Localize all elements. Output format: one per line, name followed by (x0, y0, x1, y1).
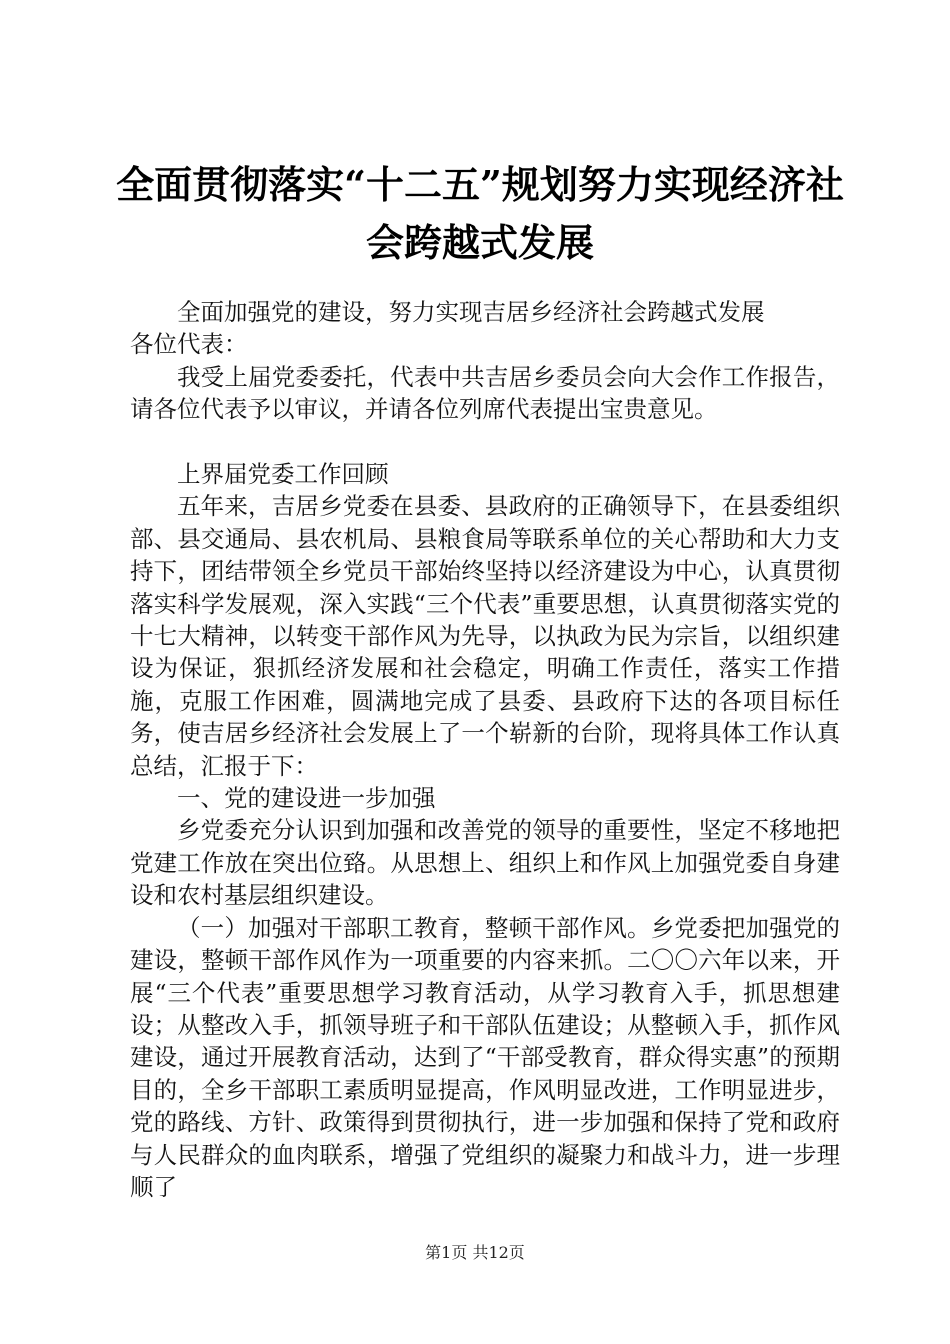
intro-paragraph: 我受上届党委委托，代表中共吉居乡委员会向大会作工作报告，请各位代表予以审议，并请各位列席代表提出宝贵意见。 (130, 362, 840, 424)
page-number-footer: 第1页 共12页 (425, 1243, 525, 1262)
blank-line (130, 426, 840, 458)
review-paragraph: 五年来，吉居乡党委在县委、县政府的正确领导下，在县委组织部、县交通局、县农机局、县粮食局等联系单位的关心帮助和大力支持下，团结带领全乡党员干部始终坚持以经济建设为中心，认真贯彻落实科学发展观，深入实践“三个代表”重要思想，认真贯彻落实党的十七大精神，以转变干部作风为先导，以执政为民为宗旨，以组织建设为保证，狠抓经济发展和社会稳定，明确工作责任，落实工作措施，克服工作困难，圆满地完成了县委、县政府下达的各项目标任务，使吉居乡经济社会发展上了一个崭新的台阶，现将具体工作认真总结，汇报于下： (130, 492, 840, 780)
party-building-paragraph: 乡党委充分认识到加强和改善党的领导的重要性，坚定不移地把党建工作放在突出位臵。从思想上、组织上和作风上加强党委自身建设和农村基层组织建设。 (130, 816, 840, 910)
document-title-line-1: 全面贯彻落实“十二五”规划努力实现经济社 (116, 162, 844, 207)
document-title-line-2: 会跨越式发展 (365, 220, 594, 265)
section-heading-party-building: 一、党的建设进一步加强 (177, 784, 436, 813)
cadre-education-paragraph: （一）加强对干部职工教育，整顿干部作风。乡党委把加强党的建设，整顿干部作风作为一项重要的内容来抓。二〇〇六年以来，开展“三个代表”重要思想学习教育活动，从学习教育入手，抓思想建设；从整改入手，抓领导班子和干部队伍建设；从整顿入手，抓作风建设，通过开展教育活动，达到了“干部受教育，群众得实惠”的预期目的，全乡干部职工素质明显提高，作风明显改进，工作明显进步，党的路线、方针、政策得到贯彻执行，进一步加强和保持了党和政府与人民群众的血肉联系，增强了党组织的凝聚力和战斗力，进一步理顺了 (130, 913, 840, 1201)
salutation: 各位代表： (130, 330, 248, 359)
section-heading-review: 上界届党委工作回顾 (177, 460, 389, 489)
document-body (130, 296, 840, 1203)
subtitle-paragraph: 全面加强党的建设，努力实现吉居乡经济社会跨越式发展 (177, 298, 765, 326)
